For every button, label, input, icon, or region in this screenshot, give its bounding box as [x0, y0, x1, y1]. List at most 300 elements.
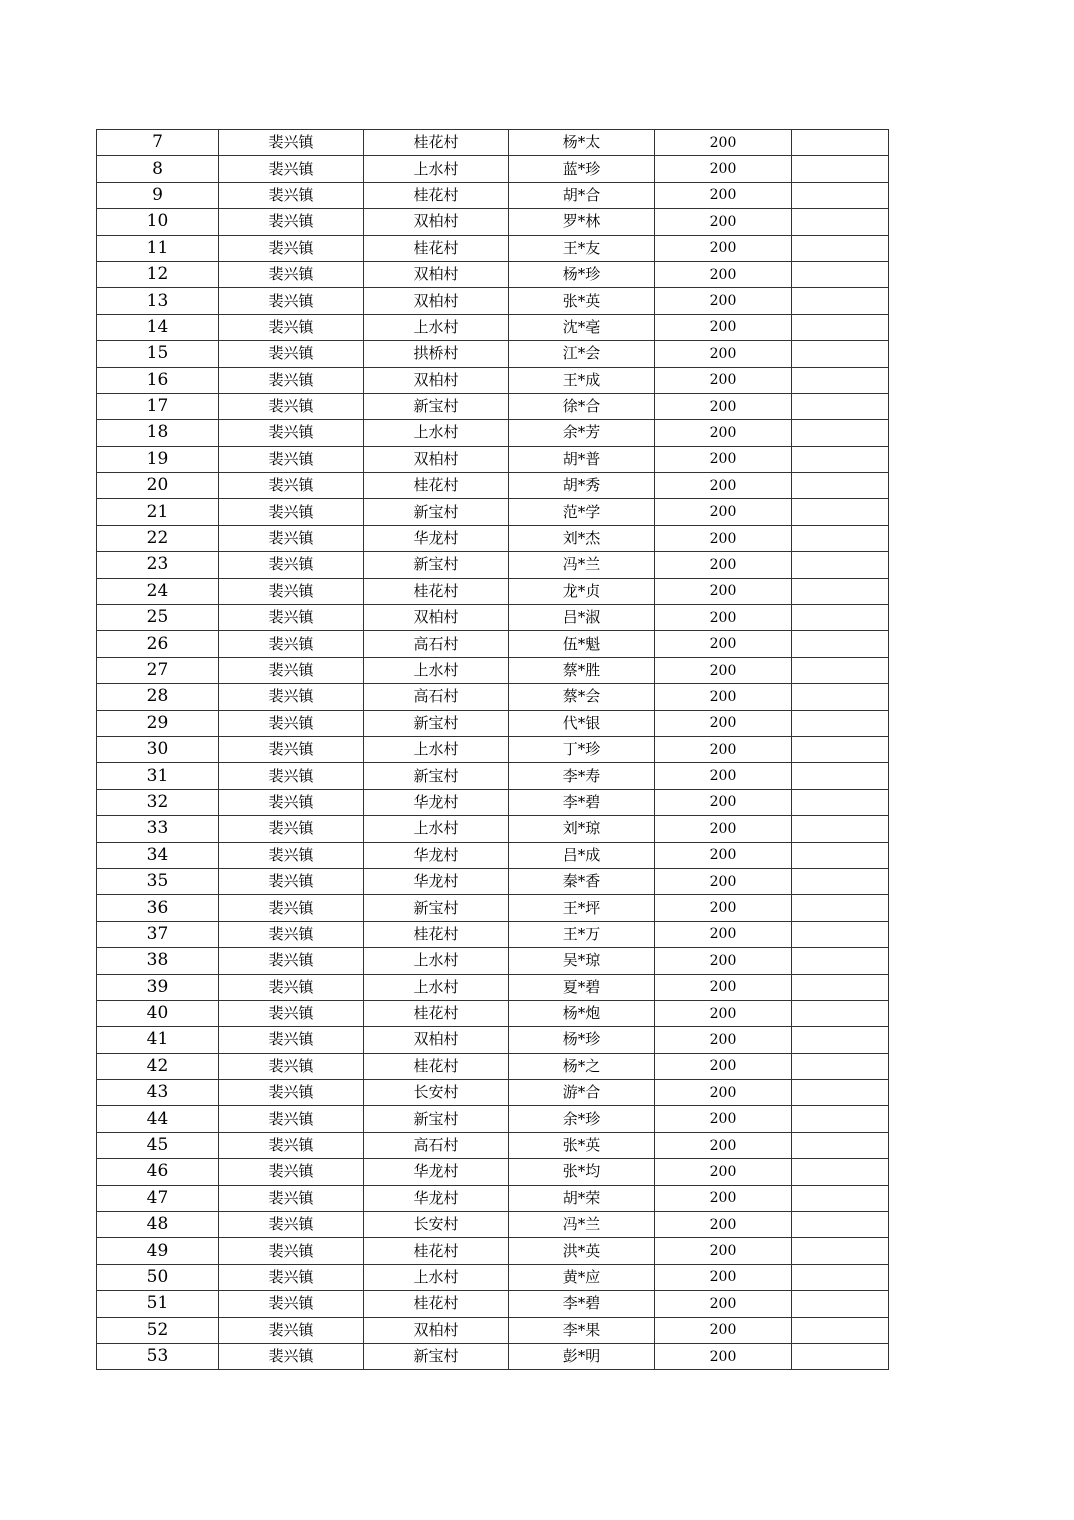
- town-cell: 裴兴镇: [219, 763, 364, 789]
- amount-cell: 200: [655, 1080, 792, 1106]
- note-cell: [792, 446, 889, 472]
- table-row: [97, 895, 889, 921]
- town-cell: 裴兴镇: [219, 261, 364, 287]
- name-cell: 丁*珍: [509, 736, 655, 762]
- town-cell: 裴兴镇: [219, 1027, 364, 1053]
- row-number-cell: 32: [97, 789, 219, 815]
- village-cell: 桂花村: [364, 1291, 509, 1317]
- table-row: [97, 552, 889, 578]
- village-cell: 华龙村: [364, 789, 509, 815]
- amount-cell: 200: [655, 552, 792, 578]
- village-cell: 长安村: [364, 1212, 509, 1238]
- note-cell: [792, 578, 889, 604]
- amount-cell: 200: [655, 314, 792, 340]
- note-cell: [792, 393, 889, 419]
- village-cell: 双柏村: [364, 1317, 509, 1343]
- village-cell: 华龙村: [364, 1159, 509, 1185]
- village-cell: 上水村: [364, 948, 509, 974]
- note-cell: [792, 1080, 889, 1106]
- town-cell: 裴兴镇: [219, 1080, 364, 1106]
- amount-cell: 200: [655, 525, 792, 551]
- village-cell: 长安村: [364, 1080, 509, 1106]
- village-cell: 桂花村: [364, 473, 509, 499]
- note-cell: [792, 288, 889, 314]
- name-cell: 龙*贞: [509, 578, 655, 604]
- table-row: [97, 710, 889, 736]
- village-cell: 新宝村: [364, 763, 509, 789]
- village-cell: 桂花村: [364, 1000, 509, 1026]
- table-row: [97, 341, 889, 367]
- name-cell: 蓝*珍: [509, 156, 655, 182]
- name-cell: 江*会: [509, 341, 655, 367]
- table-row: [97, 314, 889, 340]
- amount-cell: 200: [655, 657, 792, 683]
- amount-cell: 200: [655, 1317, 792, 1343]
- town-cell: 裴兴镇: [219, 420, 364, 446]
- table-row: [97, 1053, 889, 1079]
- note-cell: [792, 1159, 889, 1185]
- village-cell: 新宝村: [364, 1343, 509, 1369]
- town-cell: 裴兴镇: [219, 842, 364, 868]
- town-cell: 裴兴镇: [219, 948, 364, 974]
- name-cell: 伍*魁: [509, 631, 655, 657]
- note-cell: [792, 261, 889, 287]
- amount-cell: 200: [655, 1106, 792, 1132]
- row-number-cell: 37: [97, 921, 219, 947]
- name-cell: 冯*兰: [509, 552, 655, 578]
- amount-cell: 200: [655, 1238, 792, 1264]
- town-cell: 裴兴镇: [219, 525, 364, 551]
- town-cell: 裴兴镇: [219, 288, 364, 314]
- note-cell: [792, 235, 889, 261]
- note-cell: [792, 1212, 889, 1238]
- table-row: [97, 209, 889, 235]
- note-cell: [792, 1343, 889, 1369]
- row-number-cell: 19: [97, 446, 219, 472]
- amount-cell: 200: [655, 974, 792, 1000]
- name-cell: 黄*应: [509, 1264, 655, 1290]
- town-cell: 裴兴镇: [219, 657, 364, 683]
- name-cell: 刘*杰: [509, 525, 655, 551]
- name-cell: 李*果: [509, 1317, 655, 1343]
- table-row: [97, 578, 889, 604]
- name-cell: 李*碧: [509, 789, 655, 815]
- row-number-cell: 31: [97, 763, 219, 789]
- town-cell: 裴兴镇: [219, 1212, 364, 1238]
- note-cell: [792, 921, 889, 947]
- amount-cell: 200: [655, 288, 792, 314]
- village-cell: 拱桥村: [364, 341, 509, 367]
- name-cell: 张*英: [509, 288, 655, 314]
- row-number-cell: 35: [97, 868, 219, 894]
- row-number-cell: 53: [97, 1343, 219, 1369]
- row-number-cell: 36: [97, 895, 219, 921]
- table-row: [97, 605, 889, 631]
- amount-cell: 200: [655, 1132, 792, 1158]
- table-row: [97, 1212, 889, 1238]
- name-cell: 徐*合: [509, 393, 655, 419]
- table-row: [97, 288, 889, 314]
- town-cell: 裴兴镇: [219, 209, 364, 235]
- amount-cell: 200: [655, 446, 792, 472]
- amount-cell: 200: [655, 631, 792, 657]
- row-number-cell: 23: [97, 552, 219, 578]
- name-cell: 张*均: [509, 1159, 655, 1185]
- village-cell: 华龙村: [364, 525, 509, 551]
- name-cell: 胡*秀: [509, 473, 655, 499]
- village-cell: 新宝村: [364, 895, 509, 921]
- village-cell: 上水村: [364, 657, 509, 683]
- village-cell: 新宝村: [364, 552, 509, 578]
- row-number-cell: 27: [97, 657, 219, 683]
- subsidy-table: [96, 129, 889, 1370]
- note-cell: [792, 605, 889, 631]
- amount-cell: 200: [655, 1264, 792, 1290]
- note-cell: [792, 657, 889, 683]
- name-cell: 杨*珍: [509, 1027, 655, 1053]
- note-cell: [792, 209, 889, 235]
- row-number-cell: 42: [97, 1053, 219, 1079]
- table-row: [97, 182, 889, 208]
- amount-cell: 200: [655, 367, 792, 393]
- note-cell: [792, 1000, 889, 1026]
- name-cell: 罗*林: [509, 209, 655, 235]
- table-row: [97, 473, 889, 499]
- town-cell: 裴兴镇: [219, 578, 364, 604]
- row-number-cell: 28: [97, 684, 219, 710]
- table-row: [97, 367, 889, 393]
- row-number-cell: 7: [97, 130, 219, 156]
- village-cell: 新宝村: [364, 393, 509, 419]
- village-cell: 双柏村: [364, 209, 509, 235]
- table-row: [97, 393, 889, 419]
- amount-cell: 200: [655, 816, 792, 842]
- town-cell: 裴兴镇: [219, 367, 364, 393]
- amount-cell: 200: [655, 1053, 792, 1079]
- amount-cell: 200: [655, 182, 792, 208]
- row-number-cell: 25: [97, 605, 219, 631]
- table-row: [97, 499, 889, 525]
- town-cell: 裴兴镇: [219, 156, 364, 182]
- table-row: [97, 684, 889, 710]
- note-cell: [792, 684, 889, 710]
- row-number-cell: 34: [97, 842, 219, 868]
- name-cell: 彭*明: [509, 1343, 655, 1369]
- name-cell: 胡*普: [509, 446, 655, 472]
- row-number-cell: 14: [97, 314, 219, 340]
- note-cell: [792, 816, 889, 842]
- row-number-cell: 33: [97, 816, 219, 842]
- name-cell: 蔡*会: [509, 684, 655, 710]
- name-cell: 李*碧: [509, 1291, 655, 1317]
- name-cell: 蔡*胜: [509, 657, 655, 683]
- town-cell: 裴兴镇: [219, 314, 364, 340]
- note-cell: [792, 1238, 889, 1264]
- town-cell: 裴兴镇: [219, 446, 364, 472]
- name-cell: 李*寿: [509, 763, 655, 789]
- name-cell: 王*万: [509, 921, 655, 947]
- name-cell: 杨*太: [509, 130, 655, 156]
- town-cell: 裴兴镇: [219, 473, 364, 499]
- row-number-cell: 49: [97, 1238, 219, 1264]
- name-cell: 胡*荣: [509, 1185, 655, 1211]
- note-cell: [792, 130, 889, 156]
- town-cell: 裴兴镇: [219, 684, 364, 710]
- village-cell: 上水村: [364, 1264, 509, 1290]
- town-cell: 裴兴镇: [219, 1000, 364, 1026]
- row-number-cell: 39: [97, 974, 219, 1000]
- amount-cell: 200: [655, 1027, 792, 1053]
- town-cell: 裴兴镇: [219, 1238, 364, 1264]
- village-cell: 双柏村: [364, 288, 509, 314]
- row-number-cell: 48: [97, 1212, 219, 1238]
- note-cell: [792, 156, 889, 182]
- table-row: [97, 1159, 889, 1185]
- note-cell: [792, 763, 889, 789]
- town-cell: 裴兴镇: [219, 1343, 364, 1369]
- table-row: [97, 261, 889, 287]
- name-cell: 杨*珍: [509, 261, 655, 287]
- town-cell: 裴兴镇: [219, 552, 364, 578]
- row-number-cell: 47: [97, 1185, 219, 1211]
- table-row: [97, 1000, 889, 1026]
- town-cell: 裴兴镇: [219, 1317, 364, 1343]
- town-cell: 裴兴镇: [219, 499, 364, 525]
- table-row: [97, 1343, 889, 1369]
- name-cell: 张*英: [509, 1132, 655, 1158]
- village-cell: 新宝村: [364, 1106, 509, 1132]
- town-cell: 裴兴镇: [219, 974, 364, 1000]
- table-row: [97, 1132, 889, 1158]
- note-cell: [792, 552, 889, 578]
- village-cell: 上水村: [364, 736, 509, 762]
- village-cell: 双柏村: [364, 446, 509, 472]
- town-cell: 裴兴镇: [219, 182, 364, 208]
- amount-cell: 200: [655, 393, 792, 419]
- village-cell: 上水村: [364, 156, 509, 182]
- amount-cell: 200: [655, 789, 792, 815]
- town-cell: 裴兴镇: [219, 1159, 364, 1185]
- note-cell: [792, 314, 889, 340]
- table-row: [97, 736, 889, 762]
- table-row: [97, 235, 889, 261]
- amount-cell: 200: [655, 605, 792, 631]
- village-cell: 桂花村: [364, 235, 509, 261]
- table-row: [97, 1264, 889, 1290]
- name-cell: 范*学: [509, 499, 655, 525]
- town-cell: 裴兴镇: [219, 921, 364, 947]
- row-number-cell: 30: [97, 736, 219, 762]
- amount-cell: 200: [655, 736, 792, 762]
- village-cell: 新宝村: [364, 710, 509, 736]
- table-row: [97, 948, 889, 974]
- village-cell: 桂花村: [364, 1053, 509, 1079]
- note-cell: [792, 842, 889, 868]
- note-cell: [792, 1264, 889, 1290]
- table-row: [97, 921, 889, 947]
- note-cell: [792, 974, 889, 1000]
- note-cell: [792, 631, 889, 657]
- village-cell: 桂花村: [364, 1238, 509, 1264]
- village-cell: 双柏村: [364, 1027, 509, 1053]
- village-cell: 双柏村: [364, 605, 509, 631]
- town-cell: 裴兴镇: [219, 1053, 364, 1079]
- town-cell: 裴兴镇: [219, 1264, 364, 1290]
- town-cell: 裴兴镇: [219, 631, 364, 657]
- note-cell: [792, 948, 889, 974]
- table-row: [97, 130, 889, 156]
- amount-cell: 200: [655, 842, 792, 868]
- table-row: [97, 816, 889, 842]
- table-row: [97, 1027, 889, 1053]
- name-cell: 王*友: [509, 235, 655, 261]
- table-row: [97, 1106, 889, 1132]
- name-cell: 刘*琼: [509, 816, 655, 842]
- note-cell: [792, 1132, 889, 1158]
- row-number-cell: 43: [97, 1080, 219, 1106]
- note-cell: [792, 895, 889, 921]
- amount-cell: 200: [655, 763, 792, 789]
- amount-cell: 200: [655, 578, 792, 604]
- note-cell: [792, 341, 889, 367]
- name-cell: 吕*成: [509, 842, 655, 868]
- amount-cell: 200: [655, 235, 792, 261]
- row-number-cell: 22: [97, 525, 219, 551]
- name-cell: 胡*合: [509, 182, 655, 208]
- town-cell: 裴兴镇: [219, 816, 364, 842]
- row-number-cell: 18: [97, 420, 219, 446]
- name-cell: 沈*亳: [509, 314, 655, 340]
- amount-cell: 200: [655, 1185, 792, 1211]
- note-cell: [792, 499, 889, 525]
- name-cell: 杨*炮: [509, 1000, 655, 1026]
- town-cell: 裴兴镇: [219, 393, 364, 419]
- note-cell: [792, 868, 889, 894]
- town-cell: 裴兴镇: [219, 1132, 364, 1158]
- row-number-cell: 12: [97, 261, 219, 287]
- amount-cell: 200: [655, 156, 792, 182]
- note-cell: [792, 710, 889, 736]
- town-cell: 裴兴镇: [219, 1291, 364, 1317]
- note-cell: [792, 525, 889, 551]
- town-cell: 裴兴镇: [219, 895, 364, 921]
- table-row: [97, 842, 889, 868]
- town-cell: 裴兴镇: [219, 868, 364, 894]
- town-cell: 裴兴镇: [219, 789, 364, 815]
- table-row: [97, 1185, 889, 1211]
- amount-cell: 200: [655, 1291, 792, 1317]
- amount-cell: 200: [655, 684, 792, 710]
- village-cell: 高石村: [364, 684, 509, 710]
- table-body: [97, 130, 889, 1370]
- amount-cell: 200: [655, 261, 792, 287]
- name-cell: 夏*碧: [509, 974, 655, 1000]
- row-number-cell: 13: [97, 288, 219, 314]
- amount-cell: 200: [655, 209, 792, 235]
- village-cell: 桂花村: [364, 578, 509, 604]
- row-number-cell: 21: [97, 499, 219, 525]
- row-number-cell: 26: [97, 631, 219, 657]
- town-cell: 裴兴镇: [219, 710, 364, 736]
- table-row: [97, 1080, 889, 1106]
- amount-cell: 200: [655, 341, 792, 367]
- town-cell: 裴兴镇: [219, 1185, 364, 1211]
- row-number-cell: 50: [97, 1264, 219, 1290]
- amount-cell: 200: [655, 1159, 792, 1185]
- village-cell: 双柏村: [364, 367, 509, 393]
- amount-cell: 200: [655, 473, 792, 499]
- town-cell: 裴兴镇: [219, 130, 364, 156]
- table-row: [97, 868, 889, 894]
- amount-cell: 200: [655, 868, 792, 894]
- note-cell: [792, 182, 889, 208]
- village-cell: 上水村: [364, 816, 509, 842]
- village-cell: 桂花村: [364, 921, 509, 947]
- village-cell: 上水村: [364, 420, 509, 446]
- amount-cell: 200: [655, 499, 792, 525]
- village-cell: 高石村: [364, 631, 509, 657]
- row-number-cell: 15: [97, 341, 219, 367]
- row-number-cell: 29: [97, 710, 219, 736]
- table-row: [97, 763, 889, 789]
- table-row: [97, 657, 889, 683]
- name-cell: 冯*兰: [509, 1212, 655, 1238]
- row-number-cell: 11: [97, 235, 219, 261]
- town-cell: 裴兴镇: [219, 1106, 364, 1132]
- village-cell: 华龙村: [364, 842, 509, 868]
- name-cell: 吕*淑: [509, 605, 655, 631]
- row-number-cell: 51: [97, 1291, 219, 1317]
- name-cell: 王*坪: [509, 895, 655, 921]
- village-cell: 华龙村: [364, 868, 509, 894]
- note-cell: [792, 1106, 889, 1132]
- row-number-cell: 45: [97, 1132, 219, 1158]
- table-row: [97, 420, 889, 446]
- row-number-cell: 44: [97, 1106, 219, 1132]
- table-row: [97, 789, 889, 815]
- note-cell: [792, 736, 889, 762]
- note-cell: [792, 1053, 889, 1079]
- amount-cell: 200: [655, 1343, 792, 1369]
- village-cell: 华龙村: [364, 1185, 509, 1211]
- amount-cell: 200: [655, 420, 792, 446]
- row-number-cell: 52: [97, 1317, 219, 1343]
- table-row: [97, 1238, 889, 1264]
- amount-cell: 200: [655, 1000, 792, 1026]
- row-number-cell: 40: [97, 1000, 219, 1026]
- name-cell: 洪*英: [509, 1238, 655, 1264]
- row-number-cell: 41: [97, 1027, 219, 1053]
- table-row: [97, 156, 889, 182]
- town-cell: 裴兴镇: [219, 235, 364, 261]
- village-cell: 新宝村: [364, 499, 509, 525]
- table-row: [97, 525, 889, 551]
- row-number-cell: 8: [97, 156, 219, 182]
- row-number-cell: 24: [97, 578, 219, 604]
- village-cell: 双柏村: [364, 261, 509, 287]
- row-number-cell: 46: [97, 1159, 219, 1185]
- note-cell: [792, 420, 889, 446]
- town-cell: 裴兴镇: [219, 341, 364, 367]
- village-cell: 上水村: [364, 974, 509, 1000]
- name-cell: 代*银: [509, 710, 655, 736]
- village-cell: 桂花村: [364, 130, 509, 156]
- name-cell: 杨*之: [509, 1053, 655, 1079]
- row-number-cell: 17: [97, 393, 219, 419]
- name-cell: 游*合: [509, 1080, 655, 1106]
- amount-cell: 200: [655, 895, 792, 921]
- note-cell: [792, 1185, 889, 1211]
